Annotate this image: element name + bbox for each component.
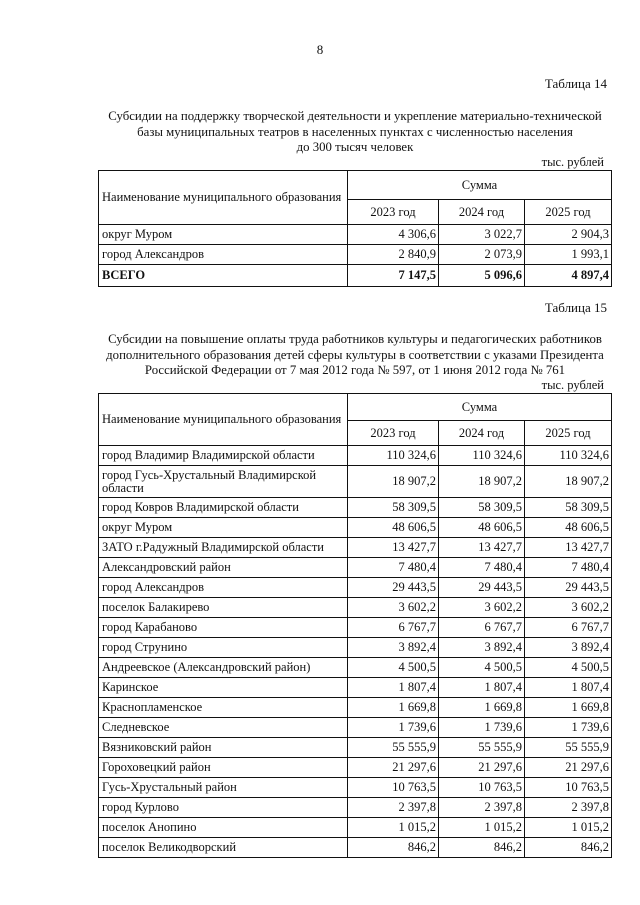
header-sum: Сумма — [348, 171, 612, 200]
row-value: 48 606,5 — [348, 518, 439, 538]
title-line: Субсидии на поддержку творческой деятельности и укрепление материально-технической — [108, 109, 602, 123]
row-name: Гусь-Хрустальный район — [99, 778, 348, 798]
row-value: 1 807,4 — [439, 678, 525, 698]
row-value: 48 606,5 — [525, 518, 612, 538]
row-value: 48 606,5 — [439, 518, 525, 538]
row-name: город Гусь-Хрустальный Владимирской области — [99, 466, 348, 498]
row-name: Каринское — [99, 678, 348, 698]
row-value: 1 807,4 — [348, 678, 439, 698]
row-value: 58 309,5 — [525, 498, 612, 518]
table-row — [99, 538, 612, 558]
row-value: 58 309,5 — [348, 498, 439, 518]
table-row — [99, 698, 612, 718]
row-value: 846,2 — [439, 838, 525, 858]
total-value: 7 147,5 — [348, 265, 439, 287]
header-name: Наименование муниципального образования — [99, 394, 348, 446]
header-year: 2025 год — [525, 421, 612, 446]
table-row — [99, 558, 612, 578]
title-line: Российской Федерации от 7 мая 2012 года № 597, от 1 июня 2012 года № 761 — [144, 363, 566, 377]
row-value: 29 443,5 — [439, 578, 525, 598]
table-row — [99, 678, 612, 698]
row-value: 2 073,9 — [439, 245, 525, 265]
total-row — [99, 265, 612, 287]
row-value: 3 602,2 — [525, 598, 612, 618]
row-value: 6 767,7 — [525, 618, 612, 638]
row-value: 3 892,4 — [439, 638, 525, 658]
table15-unit: тыс. рублей — [541, 378, 604, 392]
row-value: 4 500,5 — [348, 658, 439, 678]
table-row — [99, 578, 612, 598]
row-name: город Владимир Владимирской области — [99, 446, 348, 466]
row-name: Вязниковский район — [99, 738, 348, 758]
row-value: 1 015,2 — [348, 818, 439, 838]
row-name: Андреевское (Александровский район) — [99, 658, 348, 678]
row-value: 55 555,9 — [439, 738, 525, 758]
table-row — [99, 778, 612, 798]
table15 — [98, 393, 612, 858]
row-value: 2 397,8 — [348, 798, 439, 818]
row-value: 6 767,7 — [348, 618, 439, 638]
row-value: 1 739,6 — [348, 718, 439, 738]
row-value: 7 480,4 — [348, 558, 439, 578]
row-value: 1 739,6 — [439, 718, 525, 738]
row-value: 1 807,4 — [525, 678, 612, 698]
row-name: округ Муром — [99, 225, 348, 245]
row-value: 846,2 — [348, 838, 439, 858]
title-line: дополнительного образования детей сферы культуры в соответствии с указами Президента — [106, 347, 604, 362]
header-year: 2023 год — [348, 421, 439, 446]
row-value: 3 022,7 — [439, 225, 525, 245]
table15-label: Таблица 15 — [544, 300, 607, 315]
row-name: Следневское — [99, 718, 348, 738]
table-row — [99, 245, 612, 265]
table14-label: Таблица 14 — [544, 76, 607, 91]
row-name: ЗАТО г.Радужный Владимирской области — [99, 538, 348, 558]
header-year: 2025 год — [525, 200, 612, 225]
table-row — [99, 466, 612, 498]
row-name: Краснопламенское — [99, 698, 348, 718]
row-value: 1 015,2 — [439, 818, 525, 838]
row-value: 10 763,5 — [439, 778, 525, 798]
row-value: 2 840,9 — [348, 245, 439, 265]
row-value: 29 443,5 — [525, 578, 612, 598]
row-value: 21 297,6 — [348, 758, 439, 778]
row-name: поселок Балакирево — [99, 598, 348, 618]
table-row — [99, 798, 612, 818]
row-value: 3 602,2 — [348, 598, 439, 618]
header-year: 2024 год — [439, 200, 525, 225]
row-value: 10 763,5 — [348, 778, 439, 798]
row-name: город Струнино — [99, 638, 348, 658]
row-name: город Александров — [99, 578, 348, 598]
row-name: Александровский район — [99, 558, 348, 578]
row-value: 110 324,6 — [348, 446, 439, 466]
table14 — [98, 170, 612, 287]
row-value: 1 739,6 — [525, 718, 612, 738]
header-name: Наименование муниципального образования — [99, 171, 348, 225]
row-value: 55 555,9 — [348, 738, 439, 758]
row-value: 846,2 — [525, 838, 612, 858]
row-name: поселок Великодворский — [99, 838, 348, 858]
table-row — [99, 658, 612, 678]
row-name: округ Муром — [99, 518, 348, 538]
row-value: 1 669,8 — [525, 698, 612, 718]
row-value: 3 602,2 — [439, 598, 525, 618]
table15-title — [96, 332, 614, 379]
table-row — [99, 758, 612, 778]
total-value: 5 096,6 — [439, 265, 525, 287]
row-value: 18 907,2 — [348, 466, 439, 498]
total-value: 4 897,4 — [525, 265, 612, 287]
row-value: 110 324,6 — [439, 446, 525, 466]
table-row — [99, 638, 612, 658]
row-name: поселок Анопино — [99, 818, 348, 838]
row-value: 110 324,6 — [525, 446, 612, 466]
row-value: 3 892,4 — [525, 638, 612, 658]
title-line: до 300 тысяч человек — [296, 140, 414, 154]
table-row — [99, 738, 612, 758]
row-value: 1 669,8 — [439, 698, 525, 718]
row-name: город Ковров Владимирской области — [99, 498, 348, 518]
row-value: 4 500,5 — [525, 658, 612, 678]
row-value: 4 500,5 — [439, 658, 525, 678]
table-row — [99, 446, 612, 466]
table-row — [99, 498, 612, 518]
row-name: город Курлово — [99, 798, 348, 818]
row-value: 1 993,1 — [525, 245, 612, 265]
row-value: 13 427,7 — [525, 538, 612, 558]
row-value: 2 397,8 — [439, 798, 525, 818]
table14-title — [96, 109, 614, 156]
row-value: 13 427,7 — [348, 538, 439, 558]
row-value: 2 904,3 — [525, 225, 612, 245]
header-year: 2023 год — [348, 200, 439, 225]
table14-unit: тыс. рублей — [541, 155, 604, 169]
title-line: Субсидии на повышение оплаты труда работников культуры и педагогических работников — [108, 332, 602, 346]
row-value: 1 015,2 — [525, 818, 612, 838]
row-value: 6 767,7 — [439, 618, 525, 638]
row-value: 1 669,8 — [348, 698, 439, 718]
row-value: 21 297,6 — [525, 758, 612, 778]
total-label: ВСЕГО — [99, 265, 348, 287]
row-value: 4 306,6 — [348, 225, 439, 245]
table-row — [99, 225, 612, 245]
row-value: 2 397,8 — [525, 798, 612, 818]
row-value: 29 443,5 — [348, 578, 439, 598]
row-value: 18 907,2 — [525, 466, 612, 498]
header-year: 2024 год — [439, 421, 525, 446]
row-value: 18 907,2 — [439, 466, 525, 498]
row-name: Гороховецкий район — [99, 758, 348, 778]
row-value: 3 892,4 — [348, 638, 439, 658]
row-value: 21 297,6 — [439, 758, 525, 778]
table-row — [99, 598, 612, 618]
row-value: 13 427,7 — [439, 538, 525, 558]
title-line: базы муниципальных театров в населенных пунктах с численностью населения — [137, 124, 573, 139]
page-number: 8 — [316, 42, 324, 57]
table-row — [99, 818, 612, 838]
table-row — [99, 618, 612, 638]
table-row — [99, 838, 612, 858]
row-value: 7 480,4 — [525, 558, 612, 578]
row-value: 55 555,9 — [525, 738, 612, 758]
table-row — [99, 518, 612, 538]
row-value: 7 480,4 — [439, 558, 525, 578]
header-sum: Сумма — [348, 394, 612, 421]
row-name: город Александров — [99, 245, 348, 265]
row-value: 10 763,5 — [525, 778, 612, 798]
row-value: 58 309,5 — [439, 498, 525, 518]
table-row — [99, 718, 612, 738]
row-name: город Карабаново — [99, 618, 348, 638]
